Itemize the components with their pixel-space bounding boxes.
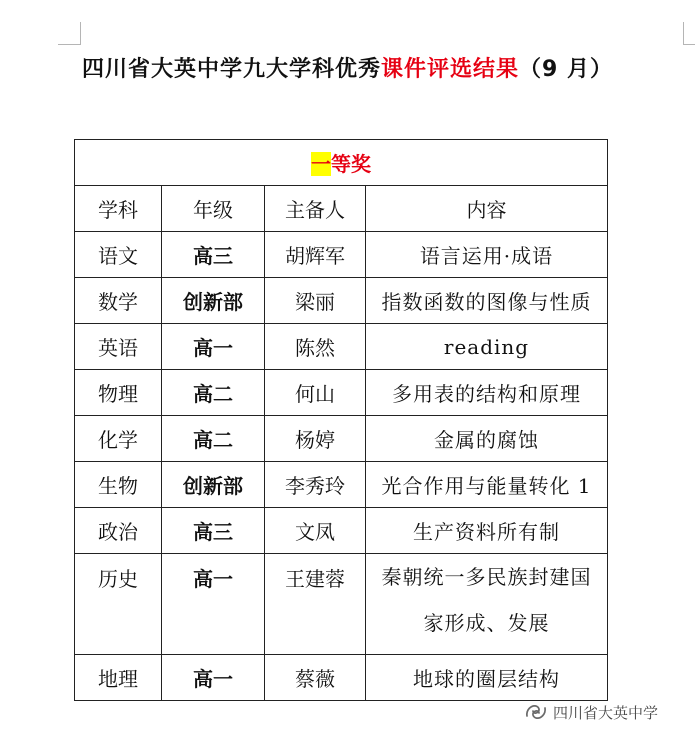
content-cell: reading — [366, 324, 608, 370]
author-cell: 杨婷 — [265, 416, 366, 462]
subject-cell: 语文 — [75, 232, 162, 278]
title-month: （9 月） — [519, 57, 613, 82]
subject-cell: 化学 — [75, 416, 162, 462]
grade-cell: 创新部 — [162, 462, 265, 508]
grade-cell: 高三 — [162, 232, 265, 278]
author-cell: 陈然 — [265, 324, 366, 370]
grade-cell: 高三 — [162, 508, 265, 554]
table-row — [75, 508, 608, 554]
subject-cell: 物理 — [75, 370, 162, 416]
subject-cell: 数学 — [75, 278, 162, 324]
page-corner-mark-left — [58, 22, 81, 45]
content-cell: 指数函数的图像与性质 — [366, 278, 608, 324]
grade-cell: 高一 — [162, 655, 265, 701]
content-cell: 语言运用·成语 — [366, 232, 608, 278]
subject-cell: 地理 — [75, 655, 162, 701]
grade-cell: 高二 — [162, 370, 265, 416]
table-row — [75, 416, 608, 462]
grade-cell: 创新部 — [162, 278, 265, 324]
subject-cell: 英语 — [75, 324, 162, 370]
title-black-part: 四川省大英中学九大学科优秀 — [82, 57, 382, 82]
content-cell: 金属的腐蚀 — [366, 416, 608, 462]
account-watermark — [524, 699, 658, 725]
author-cell: 何山 — [265, 370, 366, 416]
subject-cell: 生物 — [75, 462, 162, 508]
author-cell: 文凤 — [265, 508, 366, 554]
content-cell: 地球的圈层结构 — [366, 655, 608, 701]
grade-cell: 高二 — [162, 416, 265, 462]
header-row — [75, 186, 608, 232]
table-row — [75, 554, 608, 655]
watermark-text: 四川省大英中学 — [553, 703, 659, 722]
table-row — [75, 462, 608, 508]
table-row — [75, 278, 608, 324]
page-corner-mark-right — [683, 22, 695, 45]
content-cell: 多用表的结构和原理 — [366, 370, 608, 416]
author-cell: 蔡薇 — [265, 655, 366, 701]
wechat-channel-icon — [524, 701, 548, 723]
content-cell — [366, 554, 608, 655]
grade-cell: 高一 — [162, 324, 265, 370]
document-title — [0, 52, 695, 83]
header-author: 主备人 — [265, 186, 366, 232]
author-cell: 李秀玲 — [265, 462, 366, 508]
award-heading — [75, 140, 608, 186]
author-cell: 王建蓉 — [265, 554, 366, 655]
award-row — [75, 140, 608, 186]
header-grade: 年级 — [162, 186, 265, 232]
table-row — [75, 655, 608, 701]
table-row — [75, 232, 608, 278]
results-table — [74, 139, 608, 701]
grade-cell: 高一 — [162, 554, 265, 655]
content-cell: 生产资料所有制 — [366, 508, 608, 554]
subject-cell: 政治 — [75, 508, 162, 554]
award-rest: 等奖 — [331, 152, 371, 176]
author-cell: 胡辉军 — [265, 232, 366, 278]
header-content: 内容 — [366, 186, 608, 232]
subject-cell: 历史 — [75, 554, 162, 655]
content-line: 家形成、发展 — [423, 611, 550, 635]
header-subject: 学科 — [75, 186, 162, 232]
award-highlight: 一 — [311, 152, 331, 176]
title-red-part: 课件评选结果 — [381, 57, 520, 82]
content-line: 秦朝统一多民族封建国 — [381, 565, 592, 589]
author-cell: 梁丽 — [265, 278, 366, 324]
content-cell: 光合作用与能量转化 1 — [366, 462, 608, 508]
table-row — [75, 370, 608, 416]
table-row — [75, 324, 608, 370]
